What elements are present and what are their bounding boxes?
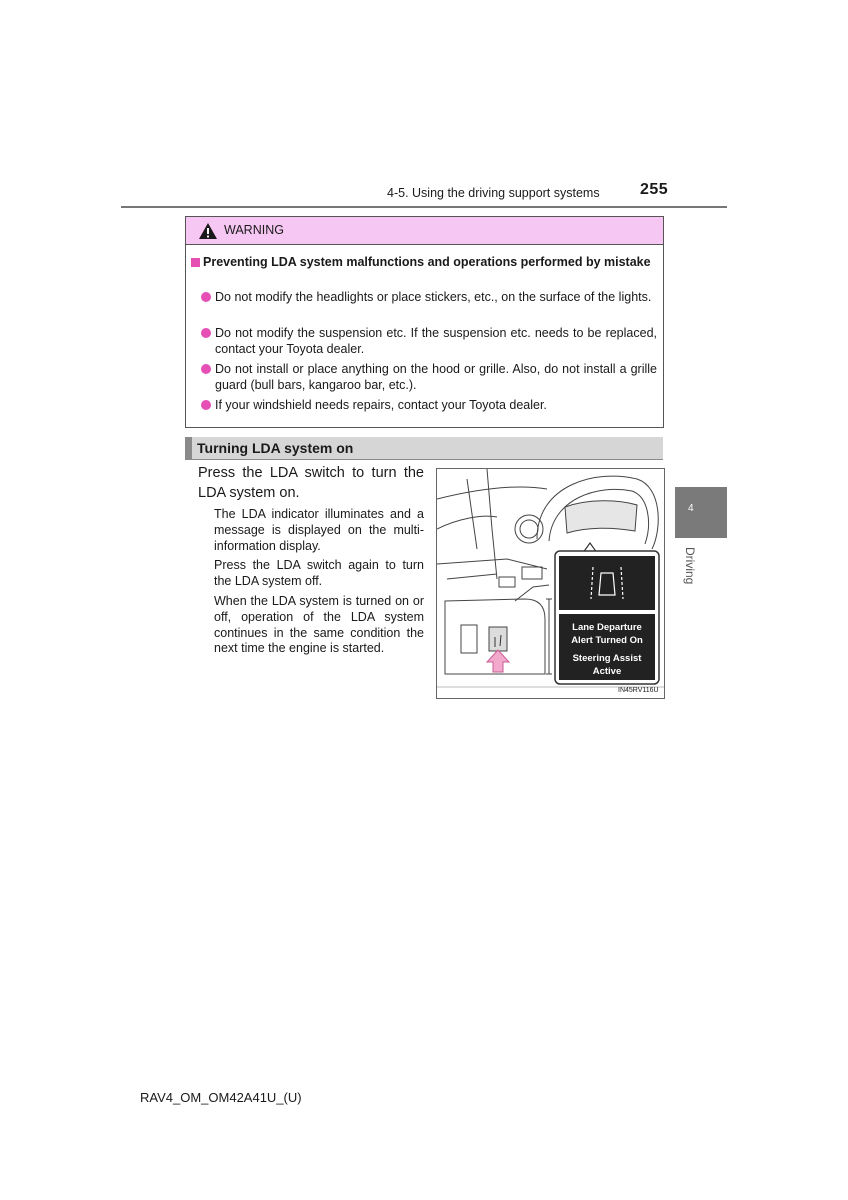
chapter-tab[interactable]: [675, 487, 727, 538]
figure-code: IN45RV116U: [618, 687, 659, 694]
section-accent: [185, 437, 192, 459]
bullet-icon: [201, 364, 211, 374]
section-heading: [185, 437, 663, 460]
chapter-tab-label: Driving: [683, 547, 697, 585]
display-line-3: Steering Assist: [572, 653, 642, 664]
body-paragraph: When the LDA system is turned on or off, operation of the LDA system continues in the same condition the next time the engine is started.: [214, 594, 424, 656]
body-paragraph: Press the LDA switch again to turn the LDA system off.: [214, 558, 424, 588]
warning-box: [185, 216, 664, 428]
warning-header: [186, 217, 663, 245]
dashboard-drawing: [437, 469, 664, 698]
warning-title: WARNING: [224, 223, 284, 237]
body-paragraph: The LDA indicator illuminates and a message is displayed on the multi-information display.: [214, 507, 424, 553]
warning-item: If your windshield needs repairs, contact your Toyota dealer.: [201, 398, 657, 414]
display-line-4: Active: [592, 666, 622, 677]
header-section-title: 4-5. Using the driving support systems: [387, 186, 600, 200]
display-line-2: Alert Turned On: [571, 635, 643, 646]
footer-doc-id: RAV4_OM_OM42A41U_(U): [140, 1090, 302, 1105]
display-line-1: Lane Departure: [572, 622, 642, 633]
lda-switch-illustration: [436, 468, 665, 699]
section-title: Turning LDA system on: [197, 440, 354, 456]
warning-item: Do not install or place anything on the hood or grille. Also, do not install a grille guard (bull bars, kangaroo bar, etc.).: [201, 362, 657, 393]
warning-item: Do not modify the headlights or place stickers, etc., on the surface of the lights.: [201, 290, 657, 306]
warning-topic: Preventing LDA system malfunctions and operations performed by mistake: [191, 255, 657, 271]
bullet-icon: [201, 328, 211, 338]
bullet-icon: [201, 292, 211, 302]
chapter-tab-number: 4: [688, 503, 694, 514]
bullet-icon: [201, 400, 211, 410]
warning-triangle-icon: [198, 222, 218, 240]
intro-text: Press the LDA switch to turn the LDA system on.: [198, 465, 424, 501]
header-divider: [121, 206, 727, 208]
square-bullet-icon: [191, 258, 200, 267]
page-number: 255: [640, 181, 669, 198]
warning-item: Do not modify the suspension etc. If the suspension etc. needs to be replaced, contact your Toyota dealer.: [201, 326, 657, 357]
